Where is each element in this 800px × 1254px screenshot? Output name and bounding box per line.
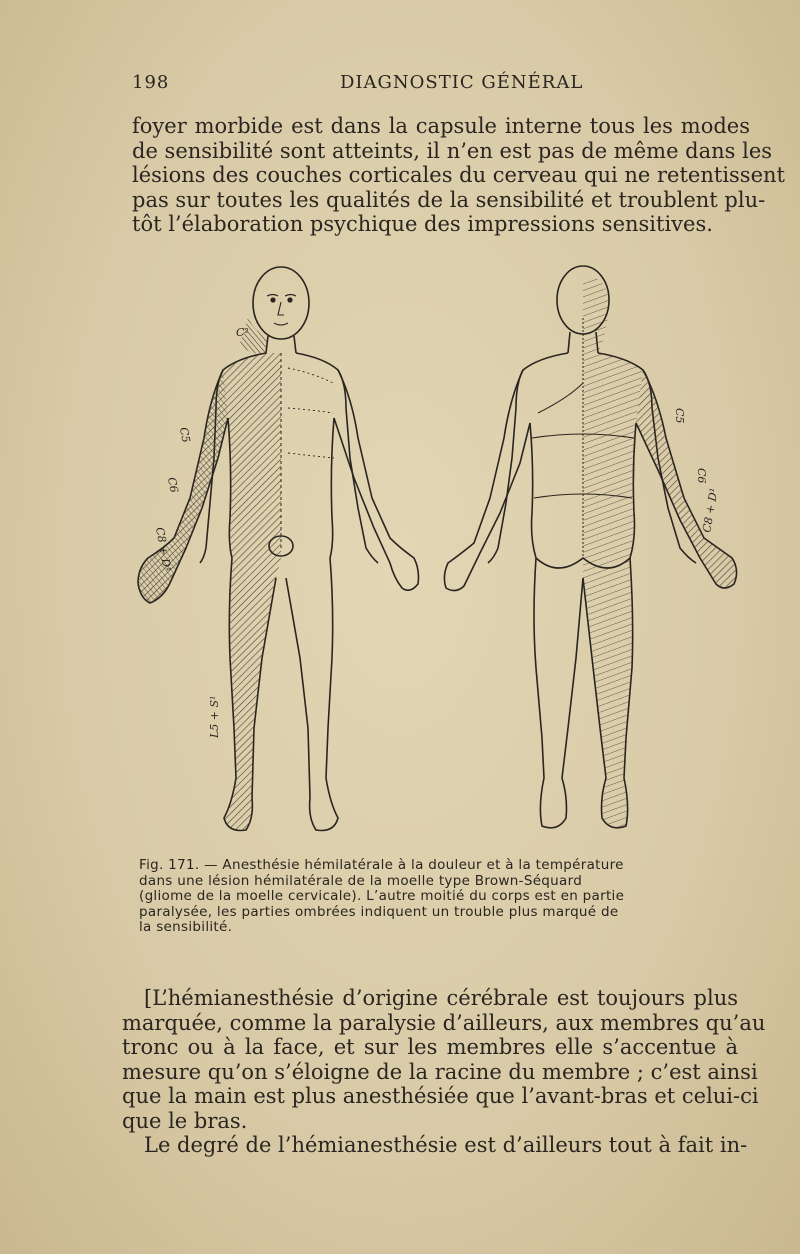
text-line: lésions des couches corticales du cerveau qui ne retentissent bbox=[132, 163, 785, 187]
label-c8-d1-back: C8 + D¹ bbox=[700, 487, 721, 534]
text-line: de sensibilité sont atteints, il n’en est pas de même dans les bbox=[132, 138, 773, 163]
label-c8-d1-front: C8 + D¹ bbox=[153, 526, 174, 573]
running-title: DIAGNOSTIC GÉNÉRAL bbox=[340, 72, 584, 93]
text-line: que le bras. bbox=[122, 1108, 248, 1133]
label-c6-front: C6 bbox=[165, 476, 181, 494]
body-diagrams bbox=[128, 258, 748, 848]
back-figure bbox=[444, 266, 736, 828]
figure-caption bbox=[139, 858, 739, 936]
running-head bbox=[132, 72, 742, 102]
text-line: que la main est plus anesthésiée que l’avant-bras et celui-ci bbox=[122, 1084, 759, 1108]
page-number: 198 bbox=[132, 72, 170, 93]
text-line: mesure qu’on s’éloigne de la racine du membre ; c’est ainsi bbox=[122, 1059, 758, 1084]
paragraph-top bbox=[132, 114, 785, 237]
caption-line: paralysée, les parties ombrées indiquent un trouble plus marqué de bbox=[139, 903, 619, 920]
paragraph-bottom bbox=[122, 986, 766, 1158]
caption-line: la sensibilité. bbox=[139, 919, 233, 935]
label-c5-front: C5 bbox=[177, 426, 193, 444]
front-figure bbox=[138, 267, 419, 831]
label-c6-back: C6 bbox=[695, 468, 708, 484]
caption-line: Fig. 171. — Anesthésie hémilatérale à la douleur et à la température bbox=[139, 857, 624, 873]
text-line: marquée, comme la paralysie d’ailleurs, aux membres qu’au bbox=[122, 1010, 766, 1035]
text-line: pas sur toutes les qualités de la sensibilité et troublent plu- bbox=[132, 187, 766, 212]
anatomical-figure bbox=[128, 258, 748, 848]
text-line: tronc ou à la face, et sur les membres elle s’accentue à bbox=[122, 1035, 738, 1059]
text-line: [L’hémianesthésie d’origine cérébrale est toujours plus bbox=[144, 986, 738, 1010]
label-c2: C² bbox=[236, 326, 249, 339]
label-l5-s1: L5 + S¹ bbox=[208, 695, 221, 738]
caption-line: (gliome de la moelle cervicale). L’autre moitié du corps est en partie bbox=[139, 888, 625, 904]
label-c5-back: C5 bbox=[673, 408, 686, 424]
text-line: Le degré de l’hémianesthésie est d’ailleurs tout à fait in- bbox=[144, 1133, 748, 1157]
caption-line: dans une lésion hémilatérale de la moelle type Brown-Séquard bbox=[139, 872, 583, 889]
text-line: tôt l’élaboration psychique des impressions sensitives. bbox=[132, 212, 713, 236]
text-line: foyer morbide est dans la capsule interne tous les modes bbox=[132, 114, 750, 138]
